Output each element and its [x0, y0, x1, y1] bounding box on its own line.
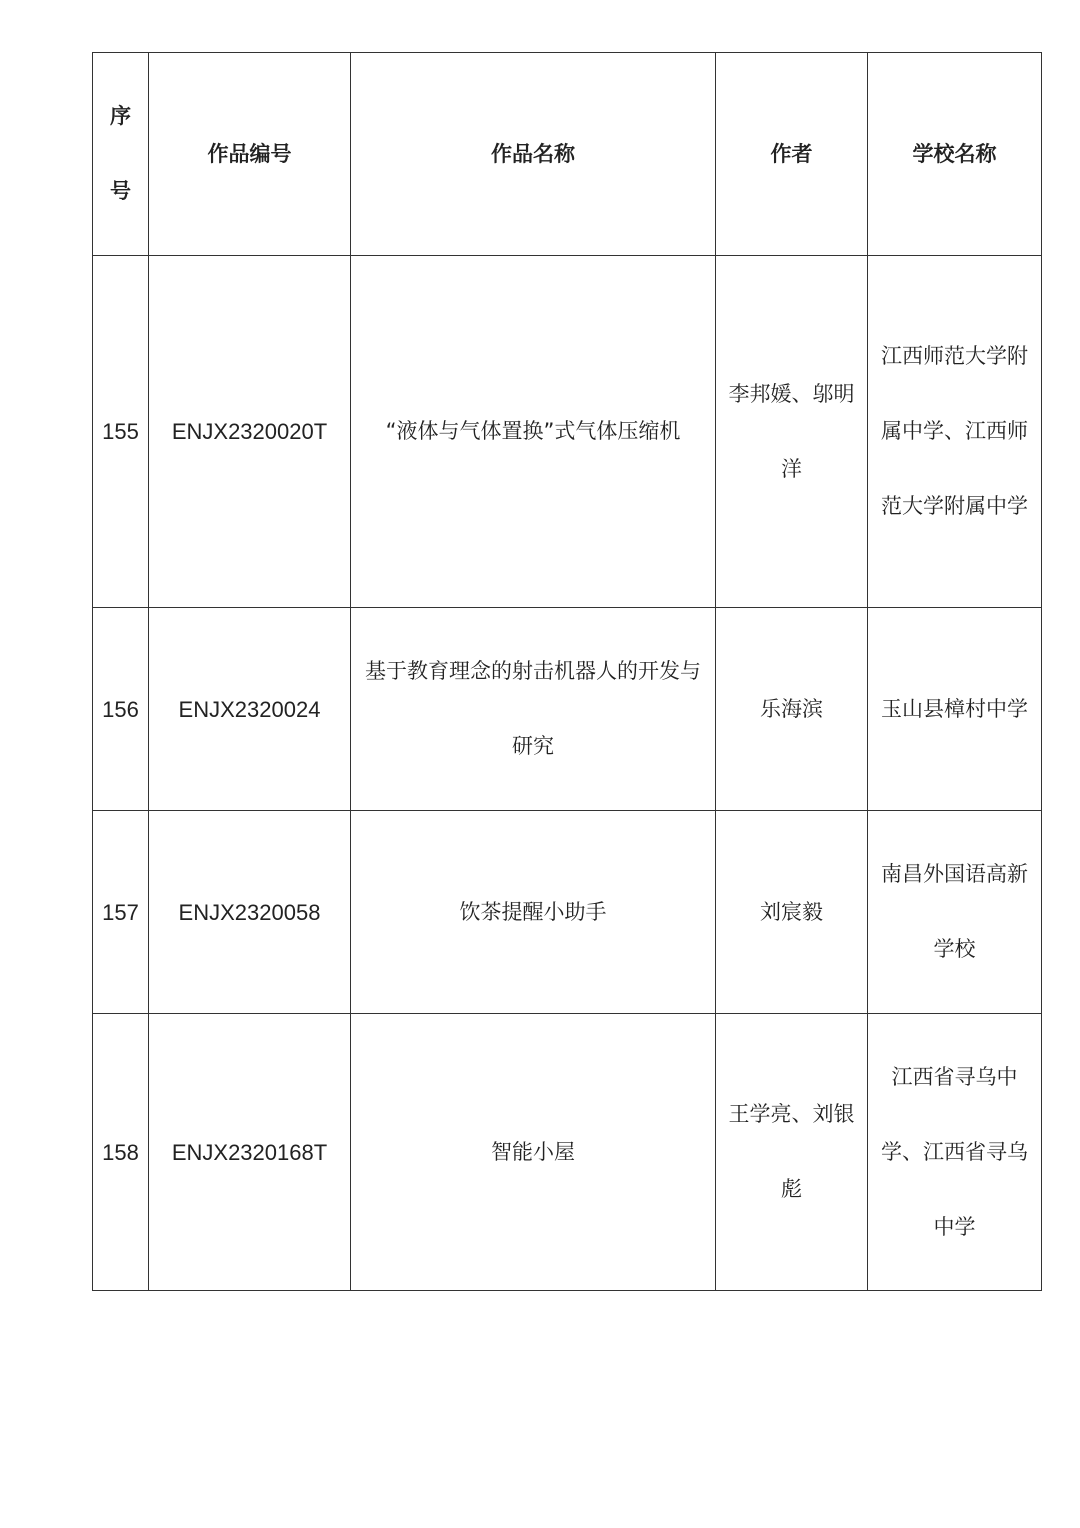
- awards-table-container: [92, 52, 1028, 1291]
- table-row: [93, 256, 1042, 608]
- awards-table: [92, 52, 1042, 1291]
- cell-seq: 155: [93, 256, 149, 608]
- header-code: 作品编号: [149, 53, 351, 256]
- cell-seq: 157: [93, 811, 149, 1014]
- cell-code: ENJX2320058: [149, 811, 351, 1014]
- cell-school: 江西省寻乌中学、江西省寻乌中学: [868, 1014, 1042, 1291]
- cell-author: 乐海滨: [716, 608, 868, 811]
- cell-author: 王学亮、刘银彪: [716, 1014, 868, 1291]
- header-school: 学校名称: [868, 53, 1042, 256]
- cell-title: “液体与气体置换”式气体压缩机: [351, 256, 716, 608]
- cell-seq: 156: [93, 608, 149, 811]
- cell-author: 刘宸毅: [716, 811, 868, 1014]
- table-header-row: [93, 53, 1042, 256]
- cell-school: 玉山县樟村中学: [868, 608, 1042, 811]
- header-author: 作者: [716, 53, 868, 256]
- cell-code: ENJX2320168T: [149, 1014, 351, 1291]
- cell-code: ENJX2320024: [149, 608, 351, 811]
- header-seq: 序号: [93, 53, 149, 256]
- table-row: [93, 1014, 1042, 1291]
- cell-school: 南昌外国语高新学校: [868, 811, 1042, 1014]
- cell-seq: 158: [93, 1014, 149, 1291]
- table-row: [93, 608, 1042, 811]
- cell-author: 李邦媛、邬明洋: [716, 256, 868, 608]
- cell-title: 智能小屋: [351, 1014, 716, 1291]
- cell-title: 基于教育理念的射击机器人的开发与研究: [351, 608, 716, 811]
- cell-title: 饮茶提醒小助手: [351, 811, 716, 1014]
- cell-code: ENJX2320020T: [149, 256, 351, 608]
- table-row: [93, 811, 1042, 1014]
- header-title: 作品名称: [351, 53, 716, 256]
- cell-school: 江西师范大学附属中学、江西师范大学附属中学: [868, 256, 1042, 608]
